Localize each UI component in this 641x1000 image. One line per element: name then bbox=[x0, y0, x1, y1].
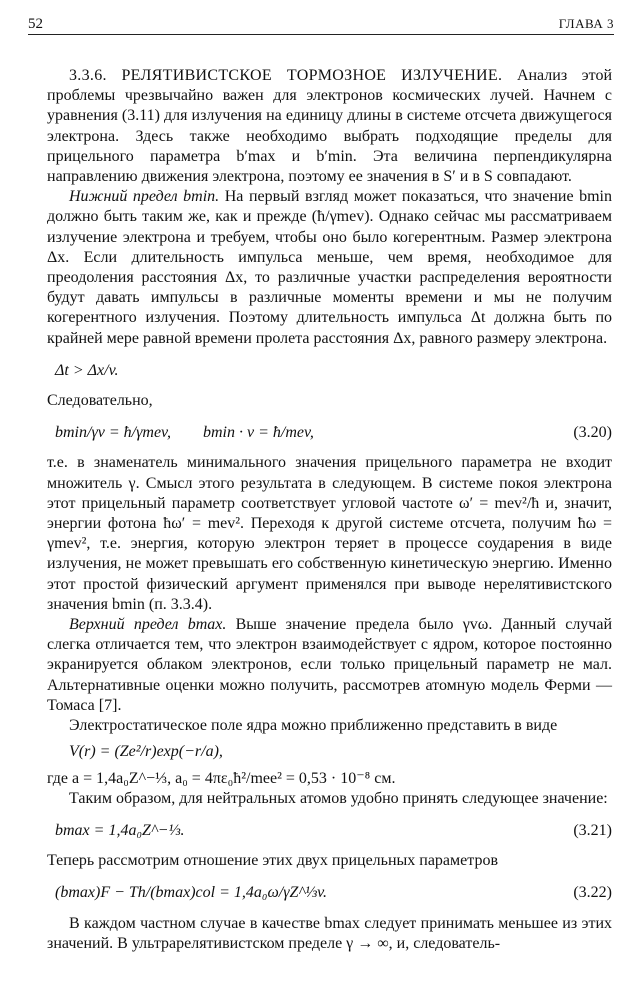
neutral-atoms-paragraph: Таким образом, для нейтральных атомов удобно принять следующее значение: bbox=[69, 789, 608, 807]
section-intro-text: Анализ этой проблемы чрезвычайно важен для электронов космических лучей. Начнем с уравнения (3.11) для излучения на единицу длины в системе отсчета движущегося электрона. Здесь также необходимо выбрать подходящие пределы для прицельного параметра b′max и b′min. Эта величина перпендикулярна направлению движения электрона, поэтому ее значения в S′ и в S совпадают. bbox=[47, 67, 613, 186]
consider-ratio-line: Теперь рассмотрим отношение этих двух прицельных параметров bbox=[47, 852, 498, 870]
section-number: 3.3.6. bbox=[69, 67, 107, 84]
lower-limit-heading: Нижний предел bmin. bbox=[69, 188, 220, 206]
lower-limit-paragraph bbox=[47, 187, 612, 349]
equation-3-21 bbox=[47, 821, 612, 841]
upper-limit-paragraph bbox=[47, 615, 612, 716]
where-a-line: где a = 1,4a₀Z^−⅓, a₀ = 4πε₀ħ²/mee² = 0,53 · 10⁻⁸ см. bbox=[47, 769, 396, 787]
equation-3-22-number: (3.22) bbox=[573, 884, 612, 902]
equation-3-22-formula: (bmax)F − Th/(bmax)col = 1,4a₀ω/γZ^⅓v. bbox=[55, 884, 328, 902]
page-number: 52 bbox=[28, 16, 43, 32]
equation-3-20-number: (3.20) bbox=[573, 424, 612, 442]
closing-paragraph: В каждом частном случае в качестве bmax следует принимать меньшее из этих значений. В ультрарелятивистском пределе γ → ∞, и, следователь- bbox=[47, 914, 612, 952]
equation-delta-t-formula: Δt > Δx/v. bbox=[55, 361, 119, 379]
lower-limit-text: На первый взгляд может показаться, что значение bmin должно быть таким же, как и прежде (ħ/γmev). Однако сейчас мы рассматриваем излучение электрона и требуем, чтобы оно было когерентным. Размер электрона Δx. Если длительность импульса меньше, чем время, необходимое для преодоления расстояния Δx, то различные участки распределения вероятности будут давать импульсы в различные моменты времени и мы не получим когерентного излучения. Поэтому длительность импульса Δt должна быть по крайней мере равной времени пролета расстояния Δx, равного размеру электрона. bbox=[47, 188, 613, 347]
after-3-20-paragraph: т.е. в знаменатель минимального значения прицельного параметра не входит множитель γ. Смысл этого результата в следующем. В системе покоя электрона этот прицельный параметр соответствует угловой частоте ω′ = mev²/ħ и, значит, энергии фотона ħω′ = mev². Переходя к другой системе отсчета, получим ħω = γmev², т.е. энергия, которую электрон теряет в процессе соударения в виде излучения, не может превышать его собственную кинетическую энергию. Именно этот простой физический аргумент применялся при выводе нерелятивистского значения bmin (п. 3.3.4). bbox=[47, 454, 612, 613]
upper-limit-heading: Верхний предел bmax. bbox=[69, 616, 227, 634]
equation-potential-formula: V(r) = (Ze²/r)exp(−r/a), bbox=[69, 743, 223, 761]
equation-3-22 bbox=[47, 883, 612, 903]
equation-3-20 bbox=[47, 423, 612, 443]
chapter-label: ГЛАВА 3 bbox=[558, 16, 614, 31]
section-title: РЕЛЯТИВИСТСКОЕ ТОРМОЗНОЕ ИЗЛУЧЕНИЕ. bbox=[121, 67, 503, 84]
equation-3-20-formula: bmin/γv = ħ/γmev, bmin · v = ħ/mev, bbox=[55, 424, 314, 442]
equation-3-21-formula: bmax = 1,4a₀Z^−⅓. bbox=[55, 821, 185, 839]
equation-3-21-number: (3.21) bbox=[573, 821, 612, 839]
electrostatic-paragraph: Электростатическое поле ядра можно приближенно представить в виде bbox=[69, 717, 558, 735]
equation-potential bbox=[47, 742, 612, 762]
section-intro-paragraph bbox=[47, 66, 612, 187]
equation-delta-t bbox=[47, 361, 612, 381]
therefore-line: Следовательно, bbox=[47, 392, 153, 410]
running-header bbox=[28, 14, 614, 35]
upper-limit-text: Выше значение предела было γvω. Данный случай слегка отличается тем, что электрон взаимодействует с ядром, которое постоянно экранируется облаком электронов, если только прицельный параметр не мал. Альтернативные оценки можно получить, рассмотрев атомную модель Ферми — Томаса [7]. bbox=[47, 616, 613, 714]
page-body bbox=[47, 66, 612, 954]
